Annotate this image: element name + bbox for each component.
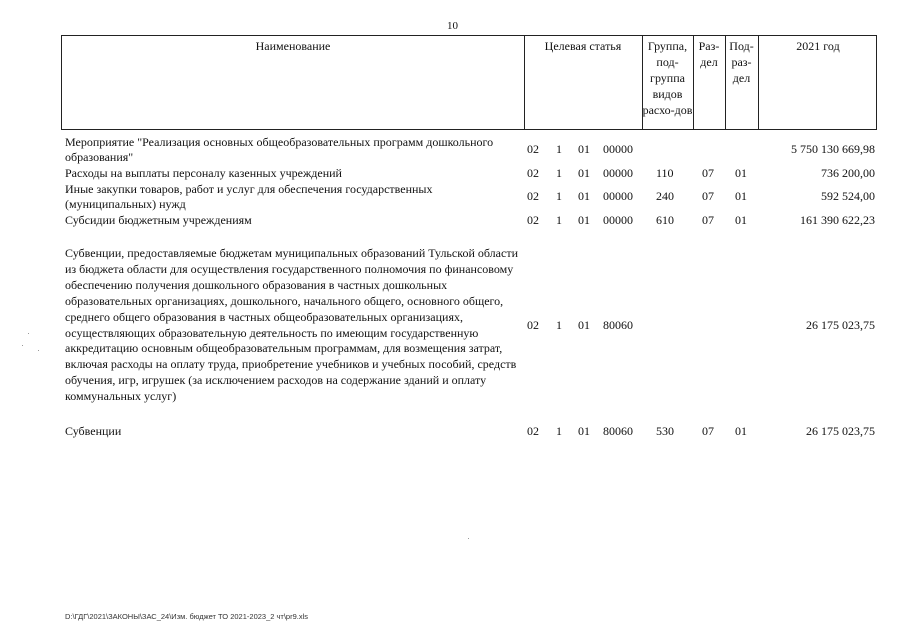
cell-p2: 1 <box>556 424 562 438</box>
header-name: Наименование <box>255 39 331 53</box>
row-name: Субсидии бюджетным учреждениям <box>65 213 252 227</box>
table-header <box>61 35 877 130</box>
cell-p1: 02 <box>527 318 539 332</box>
cell-p3: 01 <box>578 318 590 332</box>
cell-p3: 01 <box>578 424 590 438</box>
cell-group: 530 <box>656 424 674 438</box>
cell-razdel: 07 <box>702 213 714 227</box>
cell-p3: 01 <box>578 213 590 227</box>
cell-p1: 02 <box>527 213 539 227</box>
cell-p4: 80060 <box>603 318 633 332</box>
cell-p4: 00000 <box>603 213 633 227</box>
cell-p2: 1 <box>556 189 562 203</box>
row-name: Иные закупки товаров, работ и услуг для обеспечения государственных (муниципальных) нужд <box>65 182 433 211</box>
cell-amount: 26 175 023,75 <box>806 318 875 332</box>
page-number: 10 <box>447 20 458 32</box>
header-year: 2021 год <box>796 39 840 53</box>
cell-razdel: 07 <box>702 189 714 203</box>
cell-amount: 592 524,00 <box>821 189 875 203</box>
cell-razdel: 07 <box>702 166 714 180</box>
cell-group: 240 <box>656 189 674 203</box>
scan-speck <box>38 350 39 351</box>
cell-p2: 1 <box>556 318 562 332</box>
scan-speck <box>22 345 23 346</box>
cell-p4: 00000 <box>603 142 633 156</box>
cell-p4: 80060 <box>603 424 633 438</box>
header-podrazdel: Под-раз-дел <box>729 39 754 85</box>
cell-p4: 00000 <box>603 189 633 203</box>
cell-p1: 02 <box>527 142 539 156</box>
cell-podrazdel: 01 <box>735 166 747 180</box>
scan-speck <box>28 333 29 334</box>
cell-p3: 01 <box>578 142 590 156</box>
cell-p3: 01 <box>578 166 590 180</box>
cell-amount: 161 390 622,23 <box>800 213 875 227</box>
scan-speck <box>468 538 469 539</box>
cell-group: 610 <box>656 213 674 227</box>
row-name: Субвенции, предоставляемые бюджетам муниципальных образований Тульской области из бюджета области для осуществления государственного полномочия по финансовому обеспечению получения дошкольного образования в частных дошкольных образовательных организациях, дошкольного, начального общего, основного общего, среднего общего образования в частных общеобразовательных организациях, осуществляющих образовательную деятельность по имеющим государственную аккредитацию основным общеобразовательным программам, для возмещения затрат, включая расходы на оплату труда, приобретение учебников и учебных пособий, средств обучения, игр, игрушек (за исключением расходов на содержание зданий и оплату коммунальных услуг) <box>65 246 518 404</box>
row-name: Расходы на выплаты персоналу казенных учреждений <box>65 166 342 180</box>
cell-podrazdel: 01 <box>735 189 747 203</box>
cell-amount: 5 750 130 669,98 <box>791 142 875 156</box>
cell-podrazdel: 01 <box>735 213 747 227</box>
cell-p2: 1 <box>556 213 562 227</box>
cell-amount: 736 200,00 <box>821 166 875 180</box>
cell-p1: 02 <box>527 424 539 438</box>
cell-p2: 1 <box>556 166 562 180</box>
header-target: Целевая статья <box>544 39 622 53</box>
header-razdel: Раз-дел <box>698 39 720 69</box>
header-group: Группа, под-группа видов расхо-дов <box>642 39 693 117</box>
row-name: Субвенции <box>65 424 122 438</box>
file-path-footer: D:\ГДГ\2021\ЗАКОНЫ\ЗАС_24\Изм. бюджет ТО 2021-2023_2 чт\pr9.xls <box>65 612 309 621</box>
cell-p2: 1 <box>556 142 562 156</box>
cell-p1: 02 <box>527 189 539 203</box>
cell-p4: 00000 <box>603 166 633 180</box>
cell-group: 110 <box>656 166 674 180</box>
cell-p3: 01 <box>578 189 590 203</box>
cell-p1: 02 <box>527 166 539 180</box>
cell-razdel: 07 <box>702 424 714 438</box>
row-name: Мероприятие "Реализация основных общеобразовательных программ дошкольного образования" <box>65 135 494 164</box>
cell-amount: 26 175 023,75 <box>806 424 875 438</box>
cell-podrazdel: 01 <box>735 424 747 438</box>
